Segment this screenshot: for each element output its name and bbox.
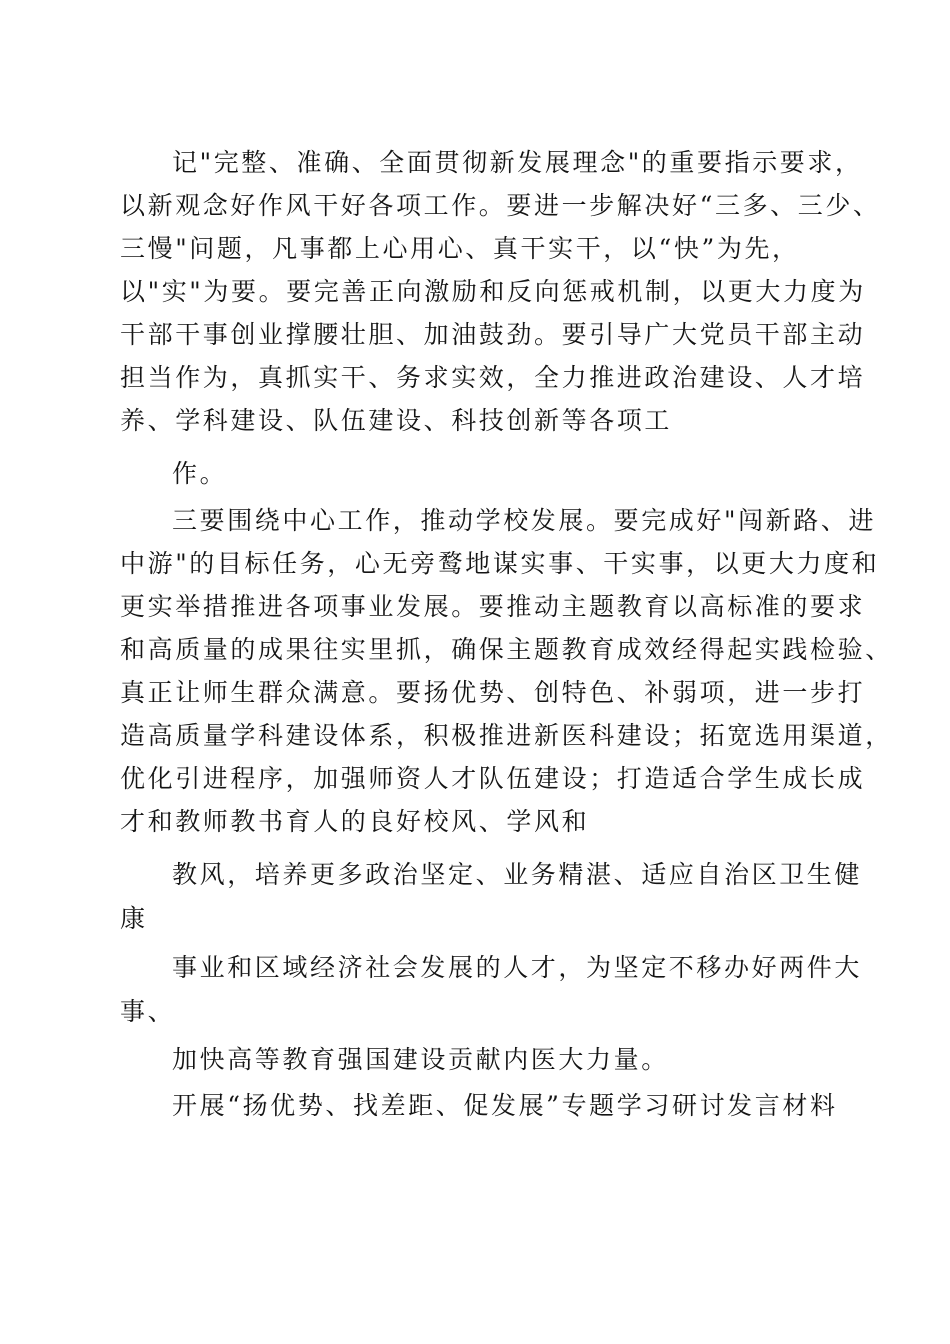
text-line: 以新观念好作风干好各项工作。要进一步解决好“三多、三少、 (120, 191, 881, 220)
text-line: 担当作为，真抓实干、务求实效，全力推进政治建设、人才培 (120, 363, 866, 392)
text-line: 中游"的目标任务，心无旁鹜地谋实事、干实事，以更大力度和 (120, 549, 880, 578)
text-line: 更实举措推进各项事业发展。要推动主题教育以高标准的要求 (120, 592, 866, 621)
text-line: 加快高等教育强国建设贡献内医大力量。 (172, 1045, 669, 1074)
text-line: 真正让师生群众满意。要扬优势、创特色、补弱项，进一步打 (120, 678, 866, 707)
text-line: 三要围绕中心工作，推动学校发展。要完成好"闯新路、进 (172, 506, 877, 535)
text-line: 教风，培养更多政治坚定、业务精湛、适应自治区卫生健 (172, 860, 863, 889)
text-line: 事、 (120, 997, 176, 1026)
text-line: 康 (120, 904, 148, 933)
text-line: 才和教师教书育人的良好校风、学风和 (120, 807, 590, 836)
text-line: 事业和区域经济社会发展的人才，为坚定不移办好两件大 (172, 953, 863, 982)
text-line: 作。 (172, 459, 228, 488)
text-line: 和高质量的成果往实里抓，确保主题教育成效经得起实践检验、 (120, 635, 893, 664)
text-line: 优化引进程序，加强师资人才队伍建设；打造适合学生成长成 (120, 764, 866, 793)
text-line: 造高质量学科建设体系，积极推进新医科建设；拓宽选用渠道， (120, 721, 893, 750)
text-line: 养、学科建设、队伍建设、科技创新等各项工 (120, 406, 673, 435)
text-line: 开展“扬优势、找差距、促发展”专题学习研讨发言材料 (172, 1091, 838, 1120)
text-line: 干部干事创业撑腰壮胆、加油鼓劲。要引导广大党员干部主动 (120, 320, 866, 349)
text-line: 三慢"问题，凡事都上心用心、真干实干，以“快”为先， (120, 234, 800, 263)
text-line: 记"完整、准确、全面贯彻新发展理念"的重要指示要求， (172, 148, 863, 177)
text-line: 以"实"为要。要完善正向激励和反向惩戒机制，以更大力度为 (120, 277, 866, 306)
